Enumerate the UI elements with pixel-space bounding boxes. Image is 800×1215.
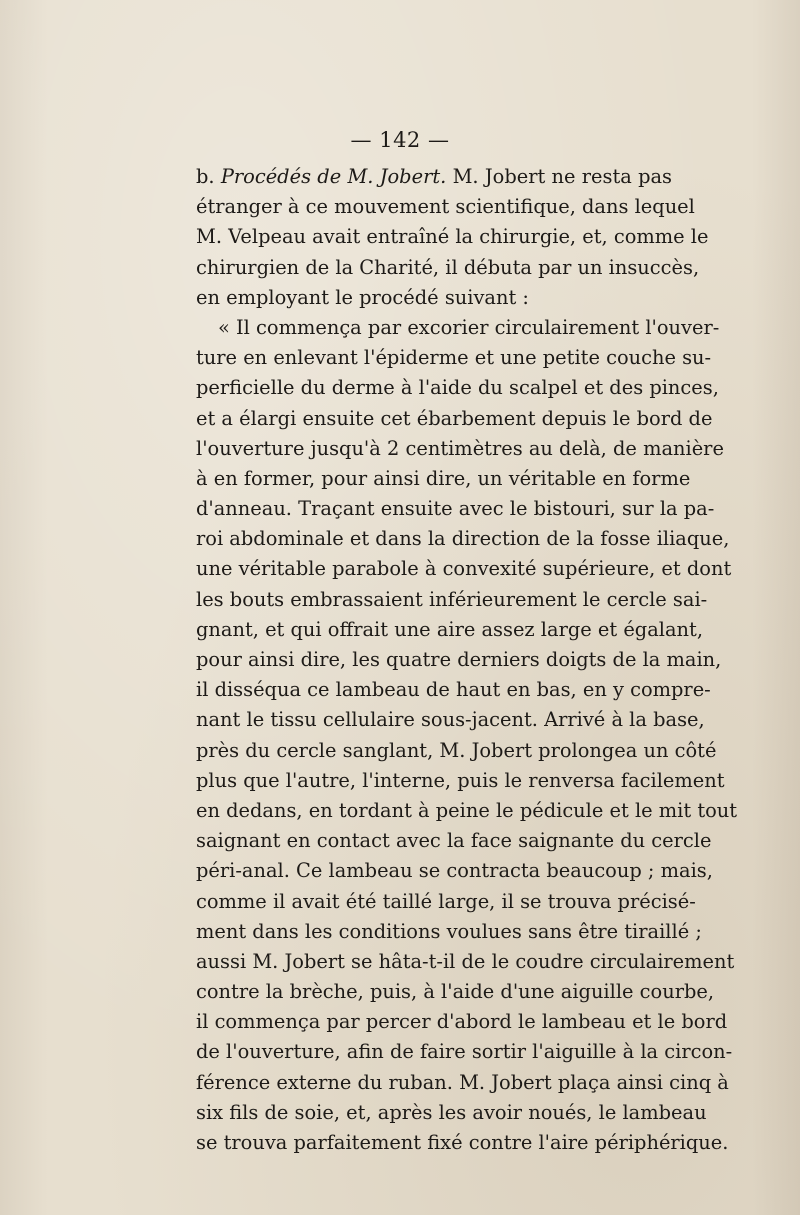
text-line [196,253,700,283]
text-span: comme il avait été taillé large, il se trouva précisé- [196,889,696,913]
text-span: à en former, pour ainsi dire, un véritable en forme [196,466,691,490]
text-span: et a élargi ensuite cet ébarbement depuis le bord de [196,406,713,430]
text-line [196,856,713,886]
text-span: pour ainsi dire, les quatre derniers doigts de la main, [196,648,722,671]
text-line [196,524,730,554]
text-line [196,645,722,675]
text-line [196,222,709,252]
text-span: M. Jobert ne resta pas [446,165,673,188]
text-line [196,464,691,494]
text-span: férence externe du ruban. M. Jobert plaça ainsi cinq à [196,1070,729,1094]
text-line [196,917,702,947]
text-line [196,766,725,796]
text-span: roi abdominale et dans la direction de la fosse iliaque, [196,527,730,551]
text-line [196,796,738,826]
text-span: saignant en contact avec la face saignante du cercle [196,829,712,853]
text-span: gnant, et qui offrait une aire assez large et égalant, [196,617,703,641]
text-span: les bouts embrassaient inférieurement le cercle sai- [196,587,708,611]
text-line [196,947,735,977]
text-line [196,373,719,403]
page-number: — 142 — [350,128,450,152]
text-span: chirurgien de la Charité, il débuta par un insuccès, [196,255,700,279]
text-line [196,1037,733,1067]
text-line [196,826,712,856]
text-span: en employant le procédé suivant : [196,285,529,309]
text-line [196,705,705,735]
text-span: en dedans, en tordant à peine le pédicule et le mit tout [196,798,738,822]
text-line [196,1007,728,1037]
text-line [196,313,720,343]
text-span: perficielle du derme à l'aide du scalpel et des pinces, [196,376,719,400]
text-line [196,977,715,1007]
text-span: d'anneau. Traçant ensuite avec le bistouri, sur la pa- [196,497,715,521]
text-span: b. [196,165,221,188]
text-line [196,736,717,766]
body-text [196,162,738,1158]
text-span: l'ouverture jusqu'à 2 centimètres au delà, de manière [196,436,724,460]
text-span: contre la brèche, puis, à l'aide d'une aiguille courbe, [196,980,715,1004]
text-line [196,675,711,705]
text-line [196,1098,707,1128]
text-span: il disséqua ce lambeau de haut en bas, en y compre- [196,678,711,702]
text-span: ment dans les conditions voulues sans être tiraillé ; [196,919,702,943]
text-line [196,404,713,434]
text-span: péri-anal. Ce lambeau se contracta beaucoup ; mais, [196,859,713,883]
text-span: plus que l'autre, l'interne, puis le renversa facilement [196,768,725,792]
text-span: de l'ouverture, afin de faire sortir l'aiguille à la circon- [196,1040,733,1064]
text-line [196,1068,729,1098]
text-span: « Il commença par excorier circulairement l'ouver- [218,315,720,339]
text-line [196,554,732,584]
text-span: se trouva parfaitement fixé contre l'aire périphérique. [196,1131,729,1154]
text-span: nant le tissu cellulaire sous-jacent. Arrivé à la base, [196,708,705,732]
text-line [196,192,695,222]
text-span: près du cercle sanglant, M. Jobert prolongea un côté [196,738,717,762]
text-span: aussi M. Jobert se hâta-t-il de le coudre circulairement [196,949,735,973]
text-line [196,162,672,192]
text-line [196,887,696,917]
text-line [196,494,715,524]
text-span: M. Velpeau avait entraîné la chirurgie, et, comme le [196,225,709,249]
italic-text: Procédés de M. Jobert. [220,165,447,188]
text-span: six fils de soie, et, après les avoir noués, le lambeau [196,1100,707,1124]
text-line [196,434,724,464]
text-span: ture en enlevant l'épiderme et une petite couche su- [196,346,712,370]
text-span: une véritable parabole à convexité supérieure, et dont [196,557,732,581]
text-line [196,585,708,615]
text-line [196,1128,729,1158]
text-span: étranger à ce mouvement scientifique, dans lequel [196,195,695,219]
text-line [196,615,703,645]
text-line [196,343,712,373]
text-span: il commença par percer d'abord le lambeau et le bord [196,1010,728,1034]
text-line [196,283,672,313]
